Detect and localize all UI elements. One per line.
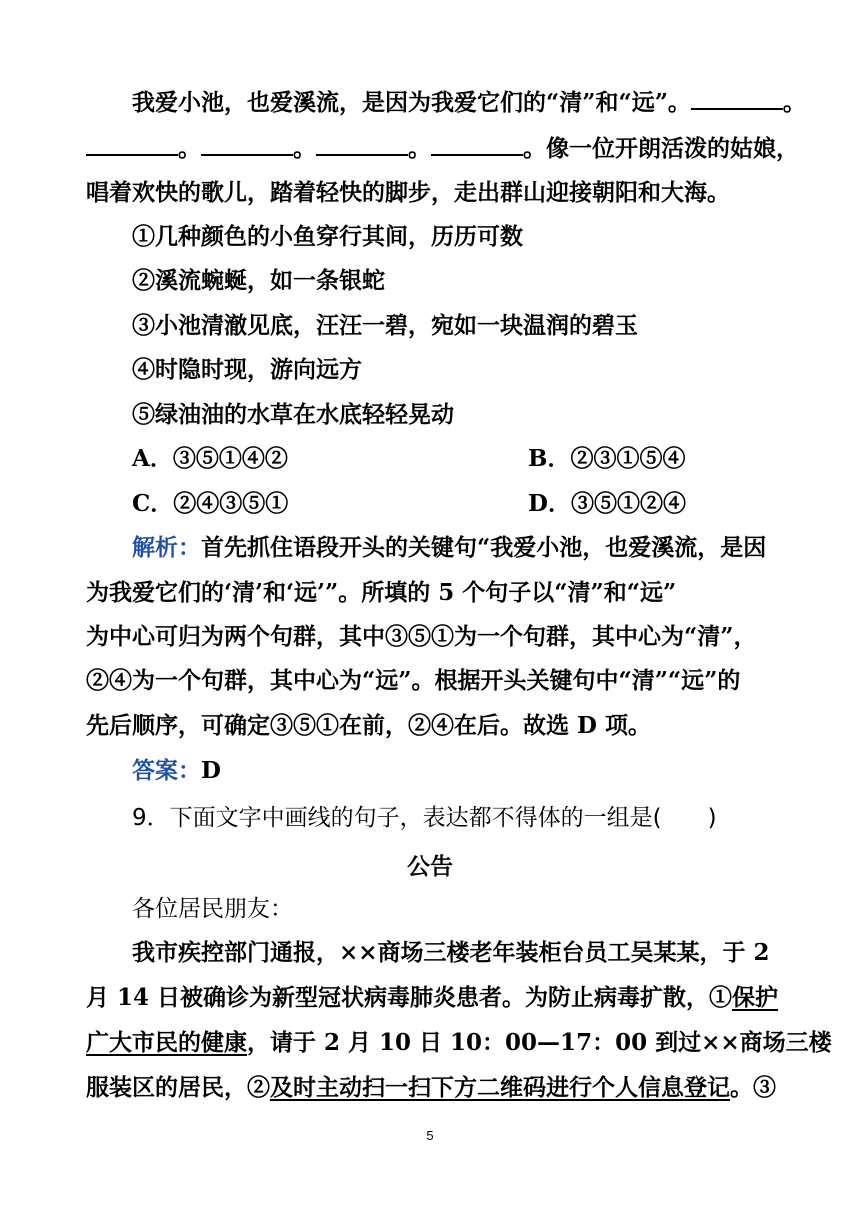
option-d: D．③⑤①②④ [528, 490, 686, 517]
analysis-line-4: ②④为一个句群，其中心为“远”。根据开头关键句中“清”“远”的 [86, 667, 741, 694]
analysis-line-1: 解析：首先抓住语段开头的关键句“我爱小池，也爱溪流，是因 [132, 534, 767, 561]
notice-greeting: 各位居民朋友： [132, 896, 293, 922]
notice-line-1: 我市疾控部门通报，××商场三楼老年装柜台员工吴某某，于 2 [132, 939, 770, 966]
question-9: 9．下面文字中画线的句子，表达都不得体的一组是( ) [132, 805, 717, 831]
answer-label: 答案： [132, 757, 201, 784]
fill-blank-4 [316, 132, 408, 156]
underlined-sentence-1a: 保护 [732, 984, 779, 1011]
passage-line-3: 唱着欢快的歌儿，踏着轻快的脚步，走出群山迎接朝阳和大海。 [86, 179, 730, 206]
sentence-2: ②溪流蜿蜒，如一条银蛇 [132, 267, 385, 294]
notice-line-4: 服装区的居民，②及时主动扫一扫下方二维码进行个人信息登记。③ [86, 1074, 776, 1101]
notice-line-2: 月 14 日被确诊为新型冠状病毒肺炎患者。为防止病毒扩散，①保护 [86, 984, 779, 1011]
sentence-4: ④时隐时现，游向远方 [132, 356, 362, 383]
fill-blank-5 [431, 132, 523, 156]
answer-value: D [201, 757, 221, 784]
notice-line-3: 广大市民的健康，请于 2 月 10 日 10：00—17：00 到过××商场三楼 [86, 1029, 832, 1056]
option-b: B．②③①⑤④ [528, 445, 686, 472]
fill-blank-2 [86, 132, 178, 156]
options-row-1 [132, 444, 776, 474]
fill-blank-1 [691, 86, 783, 110]
options-row-2 [132, 489, 776, 519]
analysis-label: 解析： [132, 534, 201, 561]
analysis-line-2: 为我爱它们的‘清’和‘远’”。所填的 5 个句子以“清”和“远” [86, 579, 677, 606]
underlined-sentence-2: 及时主动扫一扫下方二维码进行个人信息登记 [270, 1074, 730, 1101]
sentence-1: ①几种颜色的小鱼穿行其间，历历可数 [132, 223, 523, 250]
passage-line-2: 。 。 。 。像一位开朗活泼的姑娘， [86, 132, 776, 164]
analysis-line-5: 先后顺序，可确定③⑤①在前，②④在后。故选 D 项。 [86, 712, 651, 739]
analysis-line-3: 为中心可归为两个句群，其中③⑤①为一个句群，其中心为“清”， [86, 623, 757, 650]
fill-blank-3 [201, 132, 293, 156]
notice-title: 公告 [407, 854, 453, 880]
option-a: A．③⑤①④② [132, 445, 288, 472]
passage-line-1: 我爱小池，也爱溪流，是因为我爱它们的“清”和“远”。 。 [132, 86, 776, 118]
page-number: 5 [426, 1128, 434, 1143]
sentence-3: ③小池清澈见底，汪汪一碧，宛如一块温润的碧玉 [132, 312, 638, 339]
answer-line [132, 756, 776, 786]
option-c: C．②④③⑤① [132, 490, 289, 517]
underlined-sentence-1b: 广大市民的健康 [86, 1029, 247, 1056]
sentence-5: ⑤绿油油的水草在水底轻轻晃动 [132, 401, 454, 428]
